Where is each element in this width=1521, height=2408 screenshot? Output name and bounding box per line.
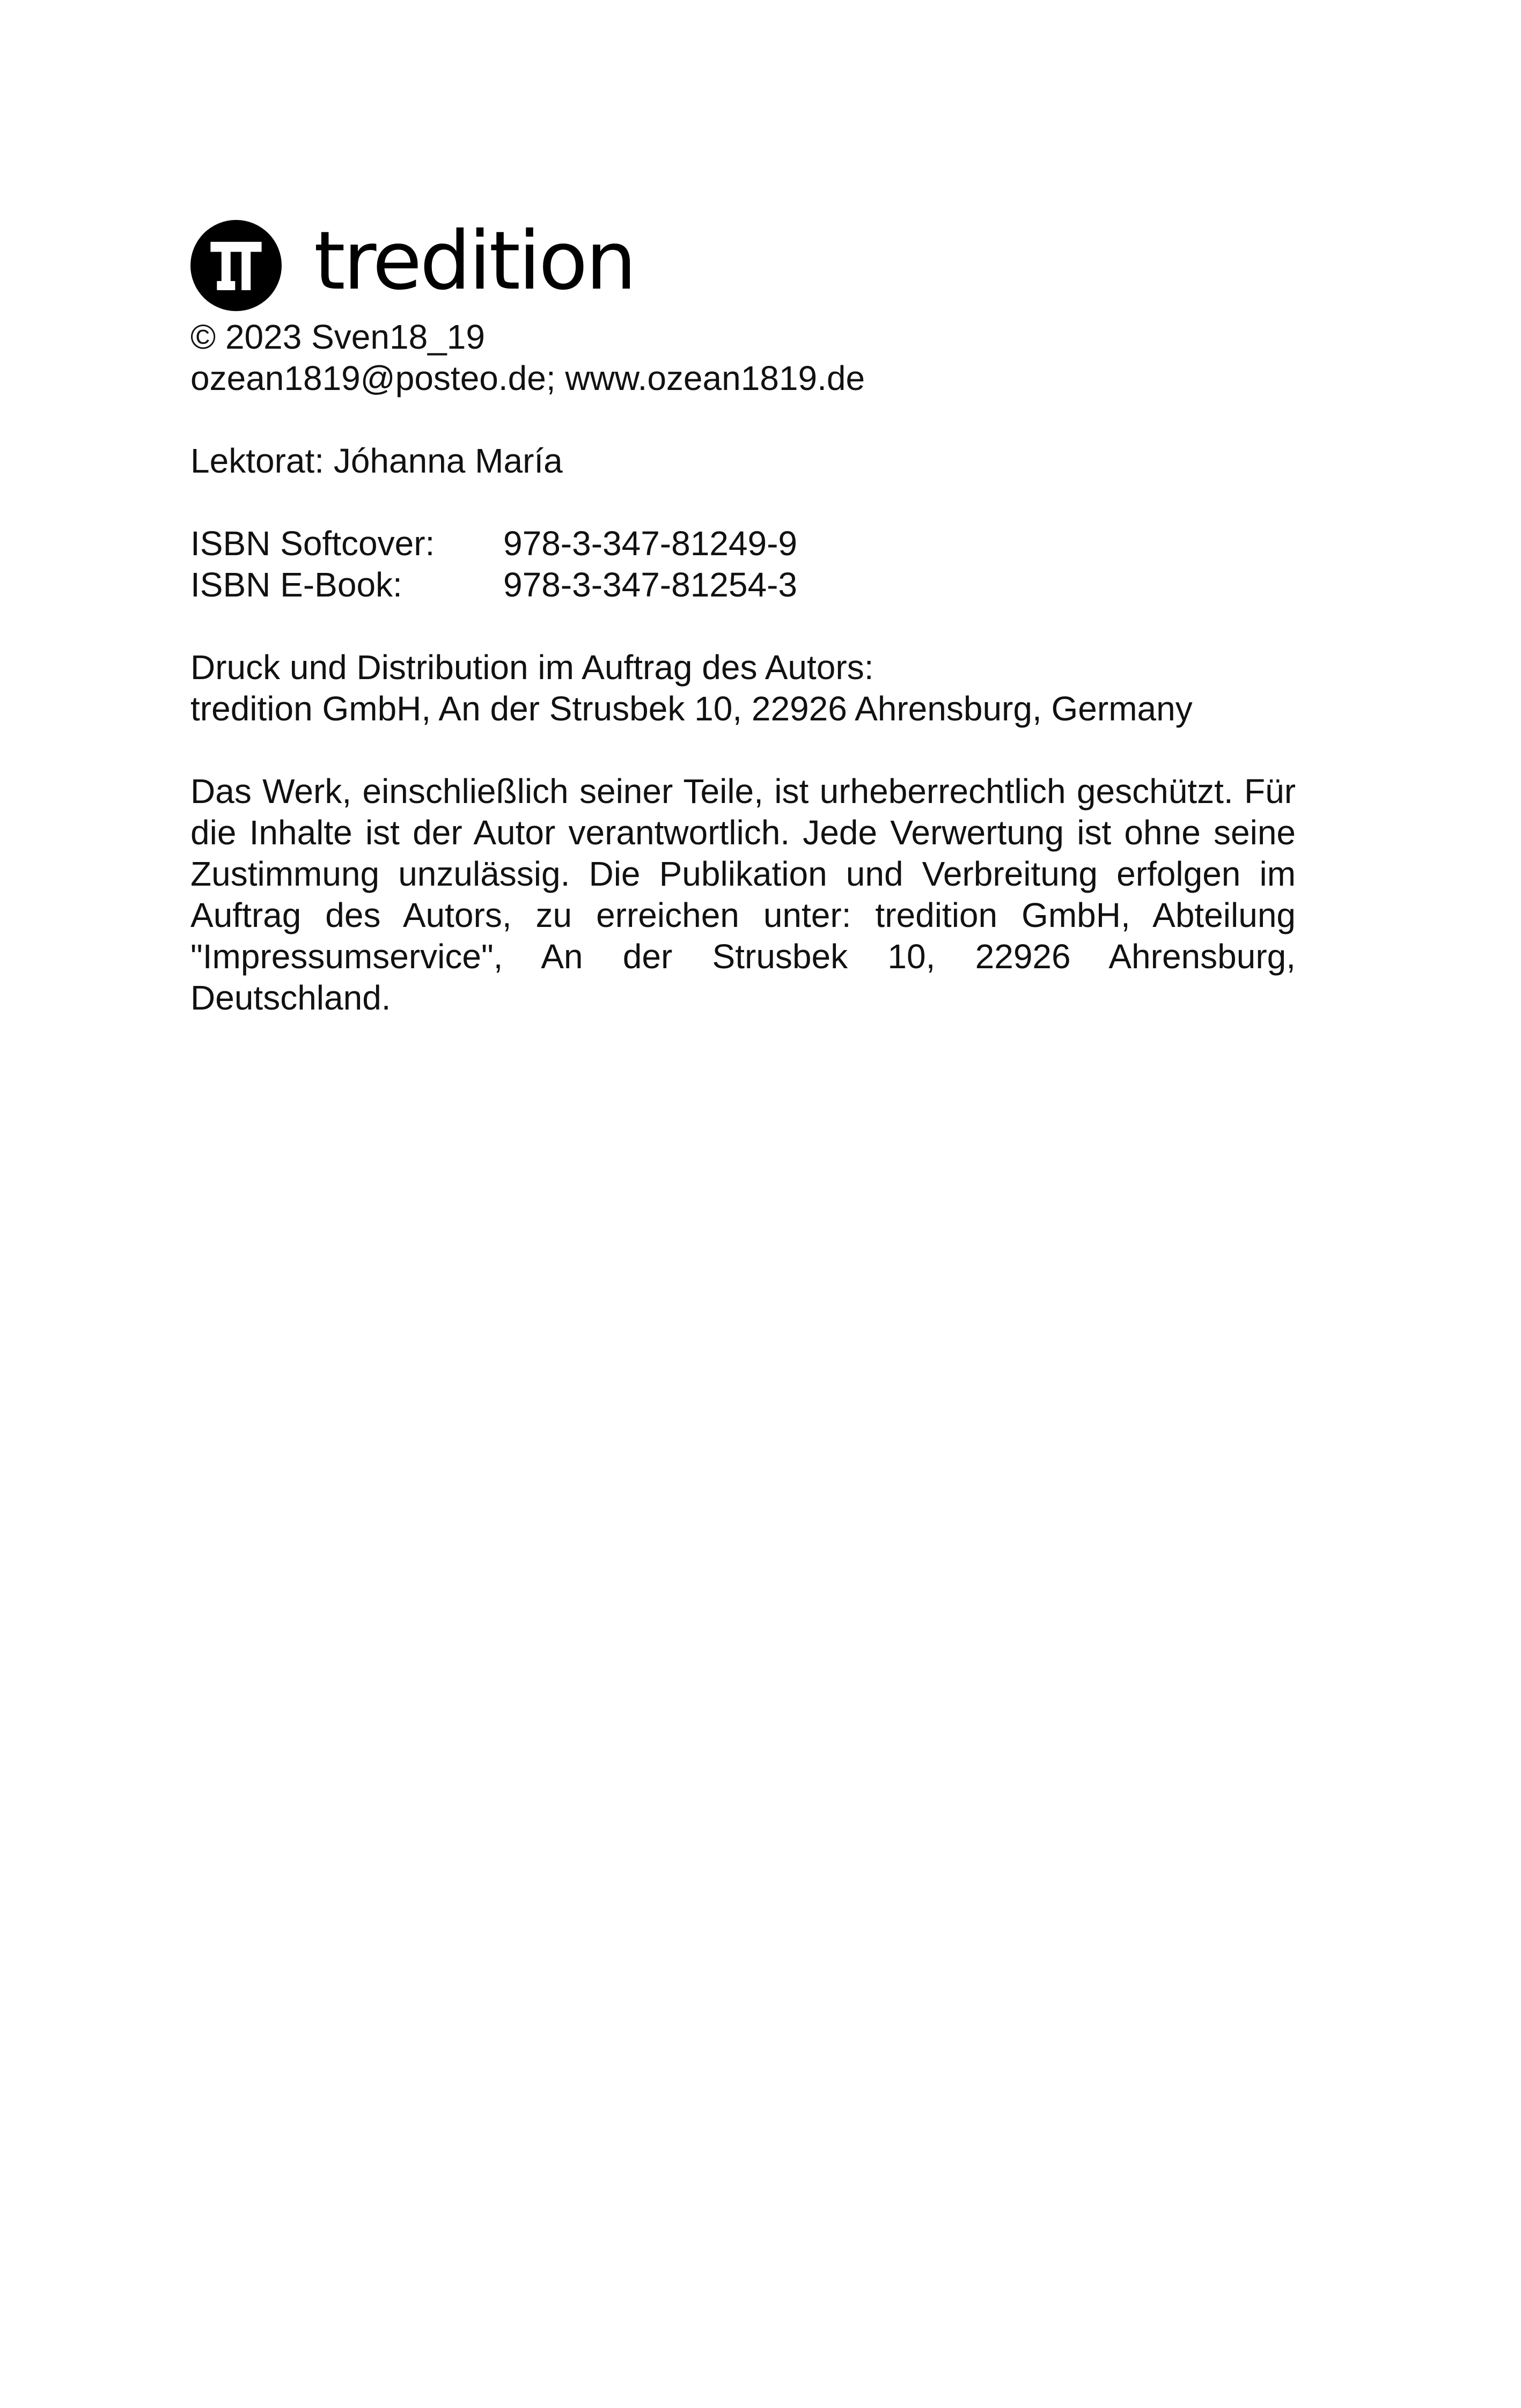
- editor-line: Lektorat: Jóhanna María: [190, 441, 563, 480]
- spacer: [190, 482, 1296, 523]
- isbn-label: ISBN E-Book:: [190, 565, 402, 604]
- isbn-softcover-row: [190, 523, 1296, 564]
- copyright-line: © 2023 Sven18_19: [190, 318, 485, 356]
- isbn-value: 978-3-347-81254-3: [503, 565, 797, 604]
- distribution-line-2: tredition GmbH, An der Strusbek 10, 22926 Ahrensburg, Germany: [190, 689, 1193, 728]
- spacer: [190, 399, 1296, 440]
- tredition-logo-icon: [190, 220, 282, 311]
- distribution-line-1: Druck und Distribution im Auftrag des Autors:: [190, 648, 874, 687]
- publisher-logo: [190, 215, 1296, 316]
- isbn-label: ISBN Softcover:: [190, 524, 435, 563]
- isbn-ebook-row: [190, 564, 1296, 606]
- spacer: [190, 730, 1296, 771]
- spacer: [190, 606, 1296, 647]
- imprint-content: [190, 215, 1296, 1019]
- legal-notice: Das Werk, einschließlich seiner Teile, ist urheberrechtlich geschützt. Für die Inhalte ist der Autor verantwortlich. Jede Verwertung ist ohne seine Zustimmung unzulässig. Die Publikation und Verbreitung erfolgen im Auftrag des Autors, zu erreichen unter: tredition GmbH, Abteilung "Impressumservice", An der Strusbek 10, 22926 Ahrensburg, Deutschland.: [190, 772, 1296, 1017]
- isbn-value: 978-3-347-81249-9: [503, 524, 797, 563]
- publisher-wordmark: tredition: [314, 215, 635, 308]
- contact-line: ozean1819@posteo.de; www.ozean1819.de: [190, 359, 865, 397]
